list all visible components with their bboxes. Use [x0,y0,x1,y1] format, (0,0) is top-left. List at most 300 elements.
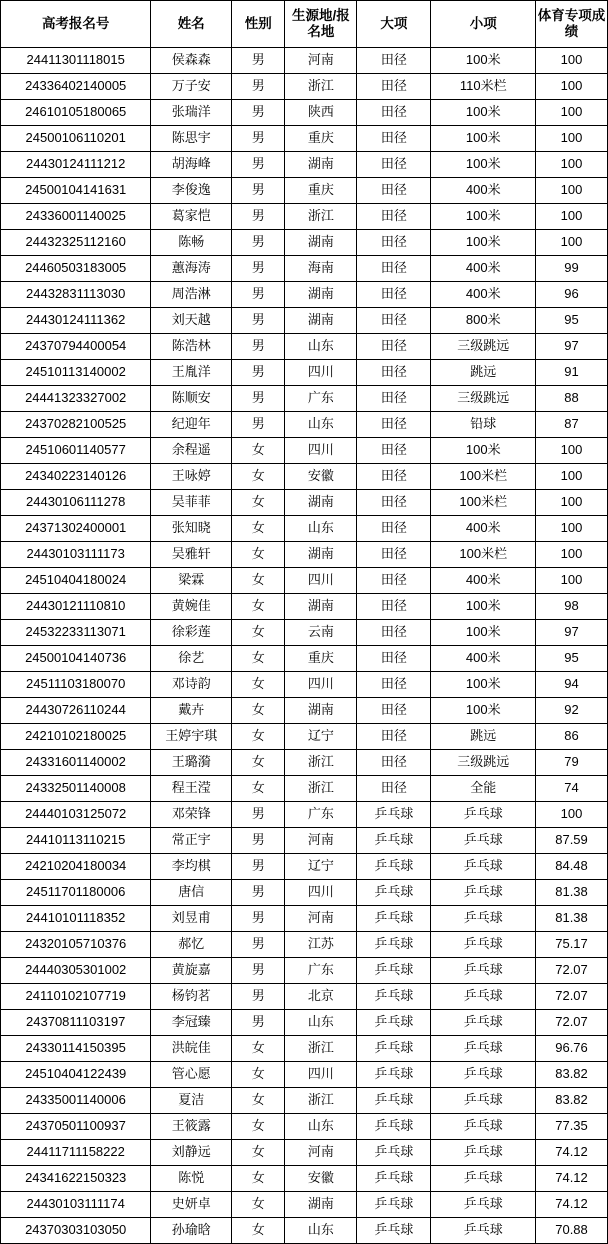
cell-minor-event: 乒乓球 [431,1140,536,1166]
table-row [1,776,608,802]
table-row [1,1010,608,1036]
cell-exam-id: 24440103125072 [1,802,151,828]
cell-score: 72.07 [536,1010,608,1036]
cell-exam-id: 24336001140025 [1,204,151,230]
cell-exam-id: 24432325112160 [1,230,151,256]
table-row [1,334,608,360]
cell-gender: 女 [232,542,285,568]
cell-minor-event: 乒乓球 [431,880,536,906]
table-row [1,360,608,386]
cell-origin: 山东 [285,1114,357,1140]
cell-name: 刘天越 [151,308,232,334]
cell-gender: 男 [232,412,285,438]
cell-exam-id: 24411711158222 [1,1140,151,1166]
cell-gender: 女 [232,724,285,750]
cell-origin: 湖南 [285,1192,357,1218]
cell-major-event: 田径 [357,568,431,594]
table-row [1,1062,608,1088]
cell-major-event: 乒乓球 [357,1166,431,1192]
cell-minor-event: 乒乓球 [431,1192,536,1218]
cell-gender: 男 [232,386,285,412]
cell-origin: 浙江 [285,74,357,100]
cell-exam-id: 24411301118015 [1,48,151,74]
cell-name: 王筱露 [151,1114,232,1140]
cell-origin: 湖南 [285,490,357,516]
cell-major-event: 田径 [357,204,431,230]
cell-minor-event: 乒乓球 [431,1062,536,1088]
cell-gender: 男 [232,802,285,828]
cell-major-event: 田径 [357,100,431,126]
cell-major-event: 田径 [357,724,431,750]
cell-exam-id: 24210204180034 [1,854,151,880]
cell-major-event: 田径 [357,464,431,490]
cell-minor-event: 乒乓球 [431,1114,536,1140]
cell-name: 李俊逸 [151,178,232,204]
cell-score: 86 [536,724,608,750]
table-row [1,48,608,74]
cell-exam-id: 24430121110810 [1,594,151,620]
cell-minor-event: 100米 [431,152,536,178]
table-row [1,984,608,1010]
table-row [1,724,608,750]
cell-major-event: 田径 [357,334,431,360]
table-row [1,932,608,958]
cell-name: 常正宇 [151,828,232,854]
cell-exam-id: 24510404180024 [1,568,151,594]
table-row [1,516,608,542]
cell-name: 王胤洋 [151,360,232,386]
cell-gender: 男 [232,152,285,178]
cell-origin: 海南 [285,256,357,282]
cell-major-event: 乒乓球 [357,854,431,880]
table-body [1,48,608,1244]
cell-gender: 女 [232,516,285,542]
table-row [1,880,608,906]
cell-major-event: 田径 [357,646,431,672]
cell-origin: 山东 [285,1218,357,1244]
cell-exam-id: 24370282100525 [1,412,151,438]
cell-name: 邓荣锋 [151,802,232,828]
cell-origin: 浙江 [285,1036,357,1062]
table-row [1,1192,608,1218]
cell-exam-id: 24460503183005 [1,256,151,282]
table-row [1,438,608,464]
cell-origin: 山东 [285,412,357,438]
cell-major-event: 乒乓球 [357,932,431,958]
cell-name: 吴雅轩 [151,542,232,568]
cell-score: 81.38 [536,880,608,906]
table-row [1,1088,608,1114]
cell-gender: 女 [232,1218,285,1244]
cell-score: 81.38 [536,906,608,932]
cell-name: 洪皖佳 [151,1036,232,1062]
cell-score: 100 [536,178,608,204]
cell-major-event: 乒乓球 [357,828,431,854]
cell-exam-id: 24500106110201 [1,126,151,152]
cell-gender: 女 [232,750,285,776]
cell-name: 纪迎年 [151,412,232,438]
cell-origin: 山东 [285,334,357,360]
cell-major-event: 田径 [357,776,431,802]
cell-origin: 安徽 [285,464,357,490]
cell-gender: 男 [232,178,285,204]
cell-gender: 男 [232,256,285,282]
cell-score: 100 [536,126,608,152]
cell-origin: 浙江 [285,776,357,802]
table-row [1,750,608,776]
cell-origin: 河南 [285,1140,357,1166]
cell-exam-id: 24432831113030 [1,282,151,308]
table-row [1,412,608,438]
cell-exam-id: 24370303103050 [1,1218,151,1244]
cell-major-event: 田径 [357,360,431,386]
cell-major-event: 田径 [357,594,431,620]
cell-origin: 重庆 [285,646,357,672]
cell-minor-event: 乒乓球 [431,854,536,880]
table-row [1,1140,608,1166]
cell-minor-event: 乒乓球 [431,984,536,1010]
table-row [1,126,608,152]
cell-major-event: 田径 [357,490,431,516]
cell-score: 87.59 [536,828,608,854]
table-row [1,672,608,698]
cell-exam-id: 24510113140002 [1,360,151,386]
cell-score: 100 [536,204,608,230]
cell-major-event: 乒乓球 [357,1192,431,1218]
cell-exam-id: 24370811103197 [1,1010,151,1036]
cell-exam-id: 24336402140005 [1,74,151,100]
cell-name: 刘静远 [151,1140,232,1166]
cell-name: 郝忆 [151,932,232,958]
cell-gender: 女 [232,464,285,490]
cell-origin: 湖南 [285,282,357,308]
cell-score: 94 [536,672,608,698]
cell-score: 100 [536,100,608,126]
cell-major-event: 田径 [357,178,431,204]
cell-score: 100 [536,438,608,464]
cell-name: 万子安 [151,74,232,100]
cell-origin: 浙江 [285,1088,357,1114]
cell-origin: 四川 [285,568,357,594]
cell-origin: 辽宁 [285,854,357,880]
cell-origin: 江苏 [285,932,357,958]
column-header-origin: 生源地/报名地 [285,1,357,48]
cell-exam-id: 24430124111212 [1,152,151,178]
cell-origin: 四川 [285,1062,357,1088]
table-row [1,1114,608,1140]
cell-gender: 男 [232,854,285,880]
cell-name: 邓诗韵 [151,672,232,698]
table-header-row [1,1,608,48]
cell-score: 100 [536,48,608,74]
cell-gender: 女 [232,1036,285,1062]
cell-score: 72.07 [536,958,608,984]
cell-score: 95 [536,308,608,334]
cell-score: 79 [536,750,608,776]
cell-score: 96 [536,282,608,308]
cell-exam-id: 24500104141631 [1,178,151,204]
cell-origin: 辽宁 [285,724,357,750]
table-row [1,958,608,984]
cell-name: 陈顺安 [151,386,232,412]
cell-name: 孙瑜晗 [151,1218,232,1244]
cell-exam-id: 24430106111278 [1,490,151,516]
cell-origin: 广东 [285,958,357,984]
column-header-major-event: 大项 [357,1,431,48]
cell-major-event: 田径 [357,672,431,698]
cell-exam-id: 24511103180070 [1,672,151,698]
cell-major-event: 乒乓球 [357,1010,431,1036]
cell-major-event: 田径 [357,620,431,646]
cell-gender: 男 [232,828,285,854]
cell-origin: 浙江 [285,204,357,230]
table-row [1,542,608,568]
cell-minor-event: 100米 [431,204,536,230]
cell-exam-id: 24332501140008 [1,776,151,802]
cell-major-event: 田径 [357,386,431,412]
table-row [1,854,608,880]
cell-name: 梁霖 [151,568,232,594]
cell-minor-event: 乒乓球 [431,1010,536,1036]
cell-major-event: 乒乓球 [357,1062,431,1088]
cell-name: 王璐漪 [151,750,232,776]
cell-gender: 女 [232,646,285,672]
cell-minor-event: 400米 [431,516,536,542]
cell-major-event: 田径 [357,412,431,438]
cell-name: 戴卉 [151,698,232,724]
cell-score: 84.48 [536,854,608,880]
cell-score: 100 [536,464,608,490]
cell-name: 夏洁 [151,1088,232,1114]
table-row [1,100,608,126]
table-row [1,256,608,282]
cell-score: 74.12 [536,1140,608,1166]
cell-origin: 河南 [285,48,357,74]
cell-gender: 女 [232,1088,285,1114]
cell-name: 杨钧茗 [151,984,232,1010]
cell-major-event: 田径 [357,516,431,542]
cell-exam-id: 24341622150323 [1,1166,151,1192]
cell-minor-event: 400米 [431,282,536,308]
cell-major-event: 田径 [357,126,431,152]
cell-gender: 男 [232,308,285,334]
cell-score: 72.07 [536,984,608,1010]
cell-origin: 湖南 [285,594,357,620]
cell-exam-id: 24510404122439 [1,1062,151,1088]
cell-exam-id: 24500104140736 [1,646,151,672]
cell-gender: 男 [232,230,285,256]
cell-gender: 女 [232,620,285,646]
cell-name: 王婷宇琪 [151,724,232,750]
cell-origin: 河南 [285,906,357,932]
cell-minor-event: 100米 [431,438,536,464]
cell-exam-id: 24440305301002 [1,958,151,984]
cell-origin: 陕西 [285,100,357,126]
cell-gender: 男 [232,880,285,906]
cell-origin: 重庆 [285,126,357,152]
cell-name: 吴菲菲 [151,490,232,516]
cell-major-event: 田径 [357,698,431,724]
cell-origin: 北京 [285,984,357,1010]
cell-gender: 男 [232,932,285,958]
cell-score: 74.12 [536,1166,608,1192]
table-row [1,1218,608,1244]
cell-name: 侯森森 [151,48,232,74]
cell-score: 100 [536,542,608,568]
cell-name: 胡海峰 [151,152,232,178]
cell-minor-event: 400米 [431,256,536,282]
cell-gender: 男 [232,100,285,126]
cell-origin: 广东 [285,802,357,828]
cell-gender: 男 [232,334,285,360]
cell-minor-event: 乒乓球 [431,932,536,958]
column-header-exam-id: 高考报名号 [1,1,151,48]
cell-exam-id: 24511701180006 [1,880,151,906]
cell-exam-id: 24510601140577 [1,438,151,464]
cell-origin: 广东 [285,386,357,412]
cell-major-event: 乒乓球 [357,1114,431,1140]
cell-exam-id: 24441323327002 [1,386,151,412]
cell-name: 管心愿 [151,1062,232,1088]
column-header-minor-event: 小项 [431,1,536,48]
table-row [1,152,608,178]
cell-name: 陈悦 [151,1166,232,1192]
cell-gender: 女 [232,594,285,620]
cell-major-event: 乒乓球 [357,1088,431,1114]
table-row [1,1036,608,1062]
cell-name: 刘昱甫 [151,906,232,932]
cell-minor-event: 100米 [431,698,536,724]
cell-name: 陈浩林 [151,334,232,360]
cell-minor-event: 100米栏 [431,490,536,516]
table-row [1,906,608,932]
cell-gender: 男 [232,1010,285,1036]
cell-score: 75.17 [536,932,608,958]
cell-score: 100 [536,74,608,100]
cell-minor-event: 400米 [431,178,536,204]
cell-score: 100 [536,568,608,594]
cell-name: 张瑞洋 [151,100,232,126]
table-row [1,568,608,594]
cell-score: 100 [536,230,608,256]
cell-minor-event: 乒乓球 [431,828,536,854]
cell-score: 100 [536,802,608,828]
cell-exam-id: 24430726110244 [1,698,151,724]
table-row [1,464,608,490]
cell-minor-event: 400米 [431,646,536,672]
cell-score: 97 [536,620,608,646]
cell-exam-id: 24370794400054 [1,334,151,360]
cell-origin: 四川 [285,360,357,386]
cell-minor-event: 乒乓球 [431,1218,536,1244]
cell-score: 95 [536,646,608,672]
cell-gender: 女 [232,1166,285,1192]
cell-origin: 重庆 [285,178,357,204]
cell-score: 83.82 [536,1088,608,1114]
cell-minor-event: 110米栏 [431,74,536,100]
cell-score: 97 [536,334,608,360]
cell-minor-event: 跳远 [431,724,536,750]
table-row [1,178,608,204]
cell-minor-event: 乒乓球 [431,906,536,932]
table-row [1,1166,608,1192]
cell-gender: 女 [232,1114,285,1140]
cell-exam-id: 24330114150395 [1,1036,151,1062]
cell-score: 83.82 [536,1062,608,1088]
cell-score: 77.35 [536,1114,608,1140]
cell-minor-event: 三级跳远 [431,750,536,776]
cell-origin: 安徽 [285,1166,357,1192]
column-header-gender: 性别 [232,1,285,48]
cell-minor-event: 乒乓球 [431,1088,536,1114]
cell-minor-event: 100米 [431,672,536,698]
cell-exam-id: 24410113110215 [1,828,151,854]
cell-gender: 男 [232,360,285,386]
cell-exam-id: 24532233113071 [1,620,151,646]
cell-major-event: 乒乓球 [357,1218,431,1244]
cell-major-event: 田径 [357,256,431,282]
cell-exam-id: 24320105710376 [1,932,151,958]
cell-major-event: 田径 [357,230,431,256]
cell-score: 74 [536,776,608,802]
cell-major-event: 田径 [357,308,431,334]
cell-origin: 湖南 [285,308,357,334]
table-row [1,698,608,724]
table-row [1,490,608,516]
cell-major-event: 乒乓球 [357,1036,431,1062]
cell-major-event: 田径 [357,282,431,308]
cell-origin: 湖南 [285,230,357,256]
cell-name: 葛家恺 [151,204,232,230]
cell-gender: 男 [232,282,285,308]
table-row [1,802,608,828]
cell-origin: 浙江 [285,750,357,776]
cell-minor-event: 全能 [431,776,536,802]
cell-score: 88 [536,386,608,412]
cell-exam-id: 24410101118352 [1,906,151,932]
cell-minor-event: 乒乓球 [431,958,536,984]
cell-name: 徐彩莲 [151,620,232,646]
cell-name: 陈思宇 [151,126,232,152]
table-row [1,282,608,308]
cell-gender: 女 [232,776,285,802]
cell-major-event: 田径 [357,438,431,464]
cell-minor-event: 100米 [431,620,536,646]
cell-score: 100 [536,516,608,542]
cell-gender: 女 [232,1192,285,1218]
table-row [1,620,608,646]
cell-major-event: 田径 [357,750,431,776]
cell-score: 98 [536,594,608,620]
cell-gender: 女 [232,698,285,724]
cell-name: 张知晓 [151,516,232,542]
cell-name: 蕙海涛 [151,256,232,282]
cell-minor-event: 乒乓球 [431,1036,536,1062]
cell-exam-id: 24430124111362 [1,308,151,334]
cell-minor-event: 100米 [431,126,536,152]
cell-origin: 湖南 [285,152,357,178]
table-row [1,230,608,256]
table-row [1,204,608,230]
cell-minor-event: 100米 [431,48,536,74]
cell-name: 余程遥 [151,438,232,464]
cell-gender: 男 [232,958,285,984]
column-header-score: 体育专项成绩 [536,1,608,48]
cell-minor-event: 100米栏 [431,542,536,568]
cell-name: 李冠臻 [151,1010,232,1036]
cell-major-event: 田径 [357,48,431,74]
cell-major-event: 田径 [357,542,431,568]
